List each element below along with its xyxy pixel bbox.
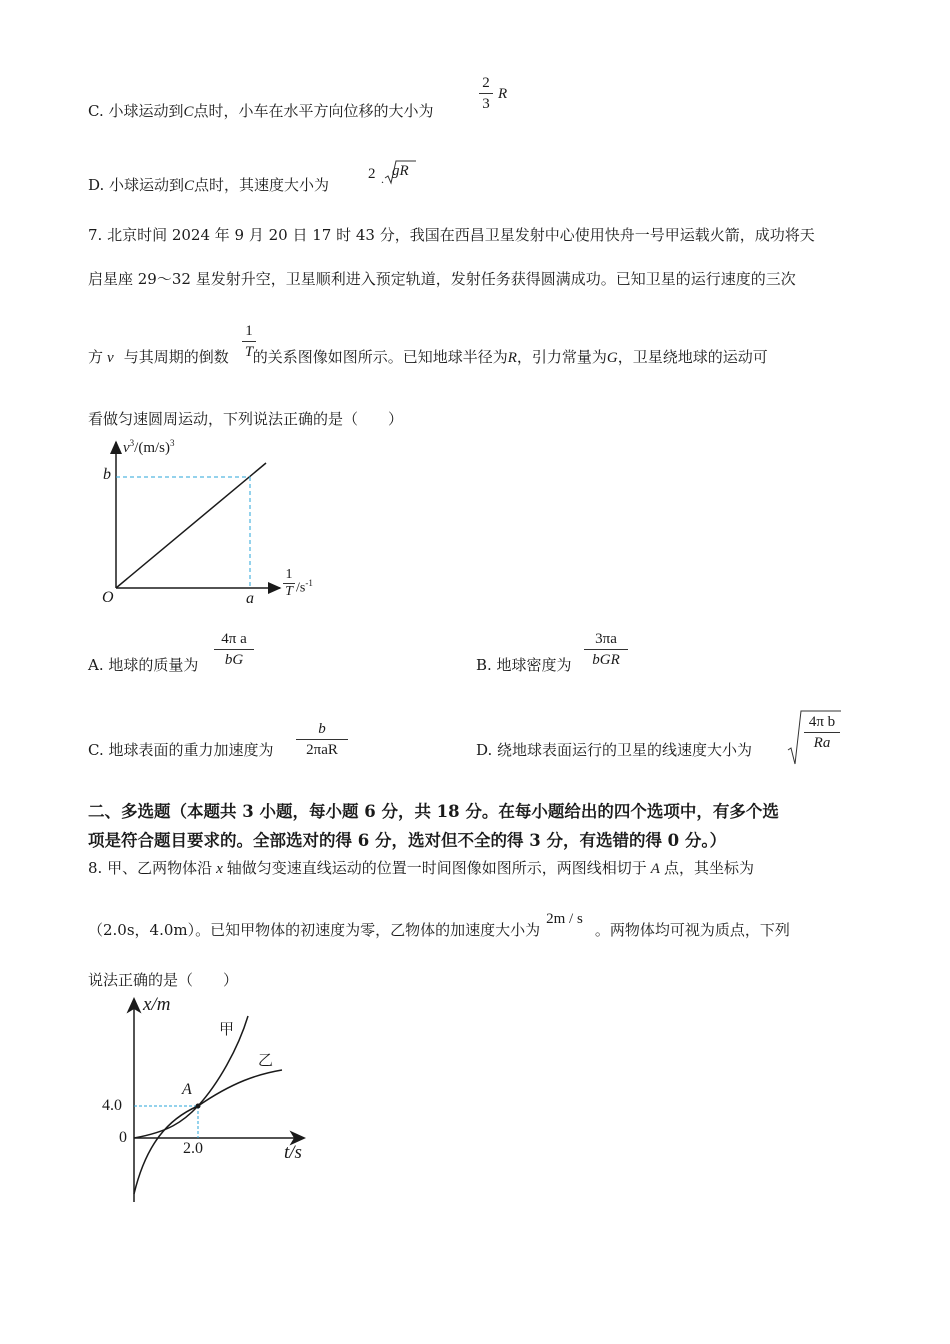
q7-option-c: C. 地球表面的重力加速度为 (88, 741, 274, 759)
point-a-label: A (182, 1081, 192, 1098)
tangent-point (196, 1104, 201, 1109)
q7-inverse-period-fraction (242, 322, 256, 361)
graph-a-label: a (246, 590, 254, 607)
fraction-denominator: 2πaR (306, 742, 338, 758)
fraction-denominator: 3 (482, 96, 490, 112)
curve-yi-label: 乙 (258, 1051, 274, 1069)
fraction-numerator: 3πa (595, 631, 617, 647)
option-d-radicand: gR (392, 163, 409, 179)
fraction-denominator: T (244, 344, 254, 360)
acceleration-unit: 2m / s (546, 911, 583, 927)
q6-option-c (88, 100, 434, 121)
point-c: C (184, 178, 195, 194)
option-c-fraction (479, 74, 493, 113)
graph-x-label: t/s (284, 1142, 302, 1163)
q8-line-2 (88, 911, 790, 940)
text-segment: （2.0s，4.0m）。已知甲物体的初速度为零，乙物体的加速度大小为 (88, 921, 541, 939)
graph-y-label: x/m (143, 994, 171, 1015)
text-segment: 方 (88, 348, 104, 366)
option-c-fraction (296, 720, 348, 759)
option-d-prefix: D. 小球运动到 (88, 176, 185, 194)
fraction-denominator: Ra (813, 735, 831, 751)
text-segment: 的关系图像如图所示。已知地球半径为 (252, 348, 508, 366)
data-line (116, 463, 266, 588)
q8-graph (98, 994, 328, 1206)
fraction-numerator: 4π a (221, 631, 247, 647)
fraction-denominator: bGR (592, 652, 620, 668)
text-segment: ，引力常量为 (516, 348, 607, 366)
option-d-coefficient: 2 (368, 166, 376, 182)
q7-option-b: B. 地球密度为 (476, 656, 572, 674)
y-tick-label: 4.0 (102, 1097, 122, 1114)
fraction-numerator: b (318, 721, 326, 737)
graph-y-label (123, 438, 175, 457)
option-d-fraction (804, 713, 840, 752)
q8-line-3: 说法正确的是（ ） (88, 971, 239, 989)
option-c-prefix: C. 小球运动到 (88, 102, 184, 120)
text-segment: 8. 甲、乙两物体沿 (88, 859, 213, 877)
variable-v: v (107, 350, 114, 366)
section-2-header-line-2: 项是符合题目要求的。全部选对的得 6 分，选对但不全的得 3 分，有选错的得 0 分。） (88, 831, 727, 850)
graph-x-fraction (283, 568, 295, 599)
fraction-numerator: 4π b (808, 714, 836, 730)
q7-line-2: 启星座 29～32 星发射升空，卫星顺利进入预定轨道，发射任务获得圆满成功。已知卫星的运行速度的三次 (88, 270, 796, 288)
fraction-numerator: 2 (482, 75, 490, 91)
section-2-header-line-1: 二、多选题（本题共 3 小题，每小题 6 分，共 18 分。在每小题给出的四个选项中，有多个选 (88, 802, 779, 821)
q7-option-d: D. 绕地球表面运行的卫星的线速度大小为 (476, 741, 753, 759)
q7-line-3 (88, 346, 768, 367)
q7-line-4: 看做匀速圆周运动，下列说法正确的是（ ） (88, 410, 404, 428)
origin-label: 0 (119, 1129, 127, 1146)
x-unit-exp: -1 (305, 578, 313, 588)
text-segment: ，卫星绕地球的运动可 (617, 348, 768, 366)
q8-line-1 (88, 857, 754, 878)
y-var: v (123, 440, 130, 456)
graph-x-unit (296, 578, 313, 597)
text-segment: 点，其坐标为 (663, 859, 754, 877)
fraction-numerator: 1 (245, 323, 253, 339)
y-unit-exp: 3 (170, 438, 175, 448)
y-unit: /(m/s) (134, 440, 171, 456)
q7-option-a: A. 地球的质量为 (88, 656, 199, 674)
q7-line-1: 7. 北京时间 2024 年 9 月 20 日 17 时 43 分，我国在西昌卫星发射中心使用快舟一号甲运载火箭，成功将天 (88, 226, 815, 244)
text-segment: 与其周期的倒数 (123, 348, 229, 366)
option-b-fraction (584, 630, 628, 669)
x-tick-label: 2.0 (183, 1140, 203, 1157)
x-unit: /s (296, 580, 306, 596)
graph-b-label: b (103, 466, 111, 483)
point-c: C (183, 104, 194, 120)
option-c-text: 点时，小车在水平方向位移的大小为 (193, 102, 434, 120)
option-c-variable: R (498, 86, 508, 102)
curve-jia-label: 甲 (219, 1020, 235, 1038)
fraction-denominator: bG (224, 652, 244, 668)
variable-R: R (507, 350, 517, 366)
graph-origin-label: O (102, 589, 114, 606)
fraction-denominator: T (285, 584, 293, 599)
y-exp: 3 (129, 438, 135, 448)
text-segment: 轴做匀变速直线运动的位置一时间图像如图所示，两图线相切于 (226, 859, 647, 877)
point-A: A (650, 861, 660, 877)
variable-G: G (606, 350, 618, 366)
variable-x: x (216, 861, 223, 877)
fraction-numerator: 1 (285, 567, 293, 582)
option-d-dot: . (381, 172, 384, 186)
q6-option-d (88, 174, 329, 195)
text-segment: 。两物体均可视为质点，下列 (594, 921, 790, 939)
option-a-fraction (214, 630, 254, 669)
option-d-text: 点时，其速度大小为 (194, 176, 330, 194)
